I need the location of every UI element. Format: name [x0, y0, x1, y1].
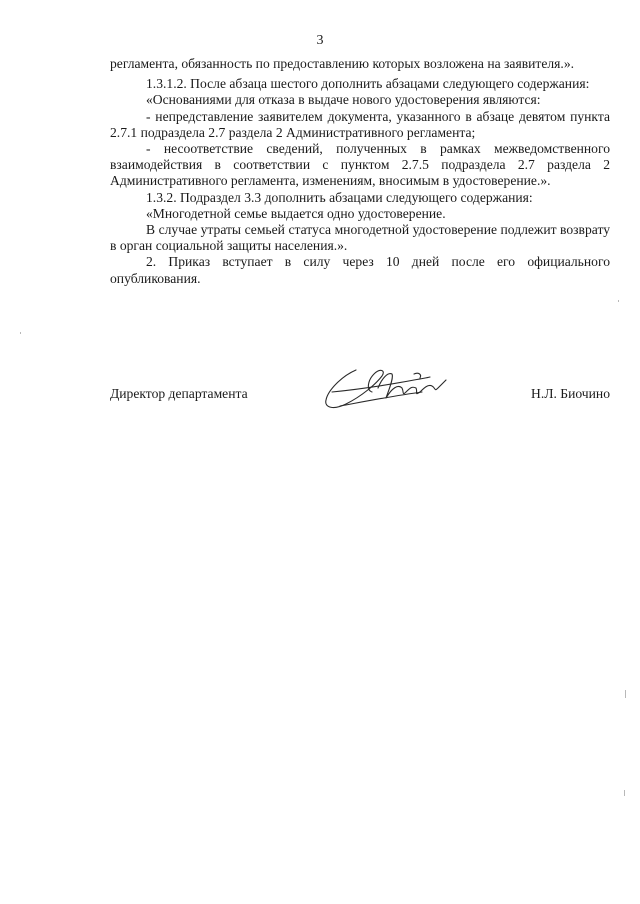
- signatory-title: Директор департамента: [110, 386, 248, 401]
- paragraph-refusal-item-2: - несоответствие сведений, полученных в рамках межведомственного взаимодействия в соответствии с пунктом 2.7.5 подраздела 2.7 раздела 2 Административного регламента, изменениям, вносимым в удостоверение.».: [110, 141, 610, 189]
- paragraph-1-3-1-2: 1.3.1.2. После абзаца шестого дополнить абзацами следующего содержания:: [146, 76, 590, 92]
- paragraph-status-loss: В случае утраты семьей статуса многодетной удостоверение подлежит возврату в орган социальной защиты населения.».: [110, 222, 610, 254]
- scan-artifact: [618, 300, 619, 302]
- paragraph-refusal-item-1: - непредставление заявителем документа, указанного в абзаце девятом пункта 2.7.1 подраздела 2.7 раздела 2 Административного регламента;: [110, 108, 610, 140]
- document-body: [110, 56, 610, 287]
- signature-block: [110, 386, 610, 406]
- paragraph-1-3-2: 1.3.2. Подраздел 3.3 дополнить абзацами следующего содержания:: [146, 189, 533, 205]
- paragraph-continuation: регламента, обязанность по предоставлению которых возложена на заявителя.».: [110, 56, 575, 71]
- page-number: 3: [316, 33, 324, 48]
- signatory-name: Н.Л. Биочино: [531, 386, 610, 401]
- scan-artifact: [20, 332, 21, 334]
- paragraph-one-certificate: «Многодетной семье выдается одно удостоверение.: [146, 205, 446, 221]
- paragraph-refusal-grounds: «Основаниями для отказа в выдаче нового удостоверения являются:: [146, 92, 541, 108]
- scan-artifact: [625, 690, 626, 698]
- paragraph-entry-into-force: 2. Приказ вступает в силу через 10 дней после его официального опубликования.: [110, 254, 610, 286]
- scan-artifact: [624, 790, 625, 796]
